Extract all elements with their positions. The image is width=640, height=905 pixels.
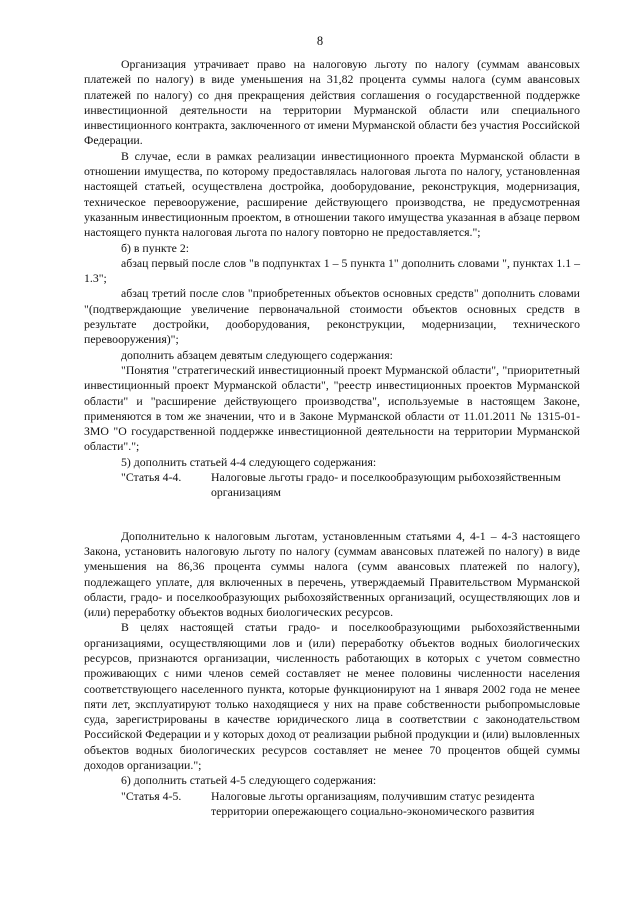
paragraph: Организация утрачивает право на налоговую льготу по налогу (суммам авансовых платежей по налогу) в виде уменьшения на 31,82 процента суммы налога (сумм авансовых платежей по налогу) со дня прекращения действия соглашения о государственной поддержке инвестиционной деятельности на территории Мурманской области или специального инвестиционного контракта, заключенного от имени Мурманской области без участия Российской Федерации. xyxy=(84,57,580,148)
page-number: 8 xyxy=(316,34,324,48)
paragraph: б) в пункте 2: xyxy=(121,240,190,255)
paragraph: В целях настоящей статьи градо- и поселкообразующими рыбохозяйственными организациями, осуществляющими лов и (или) переработку объектов водных биологических ресурсов, признаются организации, численность работающих в которых с учетом совместно проживающих с ними членов семей составляет не менее половины численности населения соответствующего населенного пункта, которые функционируют на 1 января 2002 года не менее пяти лет, эксплуатируют только находящиеся у них на праве собственности рыбопромысловые суда, зарегистрированы в качестве юридического лица в соответствии с законодательством Российской Федерации и у которых доход от реализации рыбной продукции и (или) выловленных объектов водных биологических ресурсов составляет не менее 70 процентов общей суммы доходов организации."; xyxy=(84,620,580,773)
article-label: "Статья 4-5. xyxy=(121,788,182,803)
paragraph: дополнить абзацем девятым следующего содержания: xyxy=(121,347,393,362)
article-4-4-heading xyxy=(84,470,580,501)
page-body xyxy=(84,57,580,819)
article-4-5-heading xyxy=(84,789,580,820)
spacer xyxy=(84,501,580,529)
paragraph: Дополнительно к налоговым льготам, установленным статьями 4, 4-1 – 4-3 настоящего Закона, установить налоговую льготу по налогу (суммам авансовых платежей по налогу) в виде уменьшения на 86,36 процента суммы налога (сумм авансовых платежей по налогу), подлежащего уплате, для включенных в перечень, утверждаемый Правительством Мурманской области, градо- и поселкообразующих рыбохозяйственных организаций, осуществляющих лов и (или) переработку объектов водных биологических ресурсов. xyxy=(84,528,580,620)
paragraph: абзац первый после слов "в подпунктах 1 – 5 пункта 1" дополнить словами ", пунктах 1.1 – 1.3"; xyxy=(84,255,580,286)
paragraph: 6) дополнить статьей 4-5 следующего содержания: xyxy=(121,773,377,788)
paragraph: абзац третий после слов "приобретенных объектов основных средств" дополнить словами "(подтверждающие увеличение первоначальной стоимости объектов основных средств в результате достройки, дооборудования, реконструкции, модернизации, технического перевооружения)"; xyxy=(84,286,580,347)
paragraph: 5) дополнить статьей 4-4 следующего содержания: xyxy=(121,454,377,469)
article-title: Налоговые льготы градо- и поселкообразующим рыбохозяйственным организациям xyxy=(211,470,561,500)
paragraph: "Понятия "стратегический инвестиционный проект Мурманской области", "приоритетный инвестиционный проект Мурманской области", "реестр инвестиционных проектов Мурманской области" и "расширение действующего производства", используемые в настоящем Законе, применяются в том же значении, что и в Законе Мурманской области от 11.01.2011 № 1315-01-ЗМО "О государственной поддержке инвестиционной деятельности на территории Мурманской области"."; xyxy=(84,362,580,454)
article-title: Налоговые льготы организациям, получившим статус резидента территории опережающего социально-экономического развития xyxy=(211,788,535,818)
paragraph: В случае, если в рамках реализации инвестиционного проекта Мурманской области в отношении имущества, по которому предоставлялась налоговая льгота по налогу, установленная настоящей статьей, осуществлена достройка, дооборудование, реконструкция, модернизация, техническое перевооружение, расширение действующего производства, не предусмотренная указанным инвестиционным проектом, в отношении такого имущества указанная в абзаце первом настоящего пункта налоговая льгота по налогу повторно не предоставляется."; xyxy=(84,148,580,240)
article-label: "Статья 4-4. xyxy=(121,470,182,485)
